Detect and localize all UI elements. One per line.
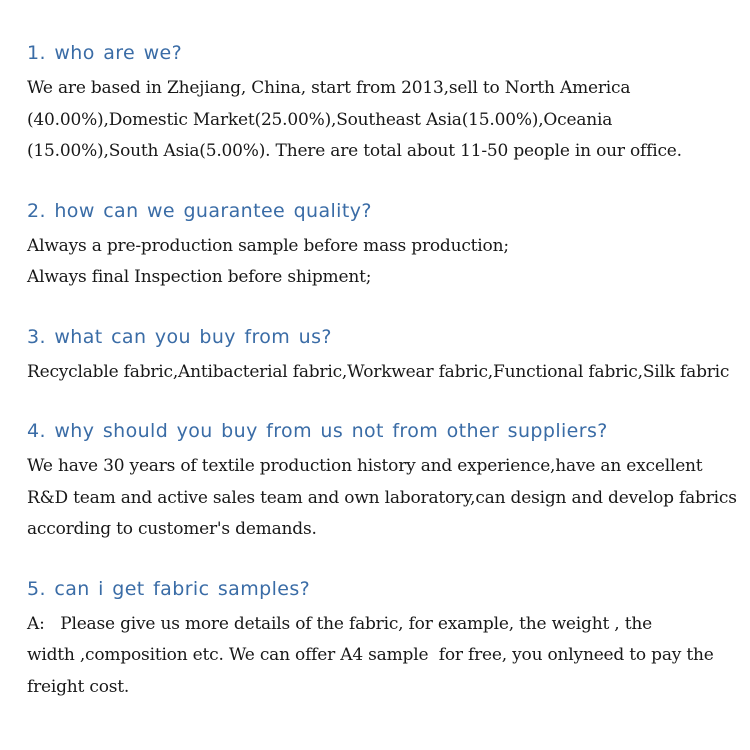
faq-answer-line: width ,composition etc. We can offer A4 sample for free, you onlyneed to pay the — [27, 645, 714, 665]
faq-answer — [27, 73, 745, 168]
faq-section-why-buy-from-us — [27, 419, 745, 546]
faq-answer — [27, 451, 745, 546]
faq-answer-line: (40.00%),Domestic Market(25.00%),Southeast Asia(15.00%),Oceania — [27, 109, 613, 130]
faq-section-who-are-we — [27, 41, 745, 168]
faq-answer — [27, 357, 745, 389]
faq-answer-line: Recyclable fabric,Antibacterial fabric,Workwear fabric,Functional fabric,Silk fabric — [27, 361, 730, 382]
faq-answer-line: Always a pre-production sample before mass production; — [27, 235, 509, 256]
faq-question: 2. how can we guarantee quality? — [27, 199, 372, 222]
faq-question: 5. can i get fabric samples? — [27, 577, 311, 600]
faq-answer-line: according to customer's demands. — [27, 519, 317, 539]
faq-section-guarantee-quality — [27, 199, 745, 294]
faq-answer-line: Always final Inspection before shipment; — [27, 267, 372, 287]
faq-section-fabric-samples — [27, 577, 745, 704]
faq-answer — [27, 231, 745, 294]
faq-answer-line: (15.00%),South Asia(5.00%). There are total about 11-50 people in our office. — [27, 141, 682, 161]
faq-question: 1. who are we? — [27, 42, 183, 64]
faq-answer-line: We are based in Zhejiang, China, start from 2013,sell to North America — [27, 78, 631, 98]
faq-question: 4. why should you buy from us not from other suppliers? — [27, 420, 608, 442]
faq-answer-line: A: Please give us more details of the fabric, for example, the weight , the — [27, 613, 652, 634]
faq-section-what-can-you-buy — [27, 325, 745, 389]
faq-answer-line: We have 30 years of textile production history and experience,have an excellent — [27, 456, 703, 476]
faq-answer — [27, 609, 745, 704]
faq-question: 3. what can you buy from us? — [27, 325, 332, 348]
faq-answer-line: freight cost. — [27, 676, 130, 697]
faq-answer-line: R&D team and active sales team and own laboratory,can design and develop fabrics — [27, 487, 737, 508]
